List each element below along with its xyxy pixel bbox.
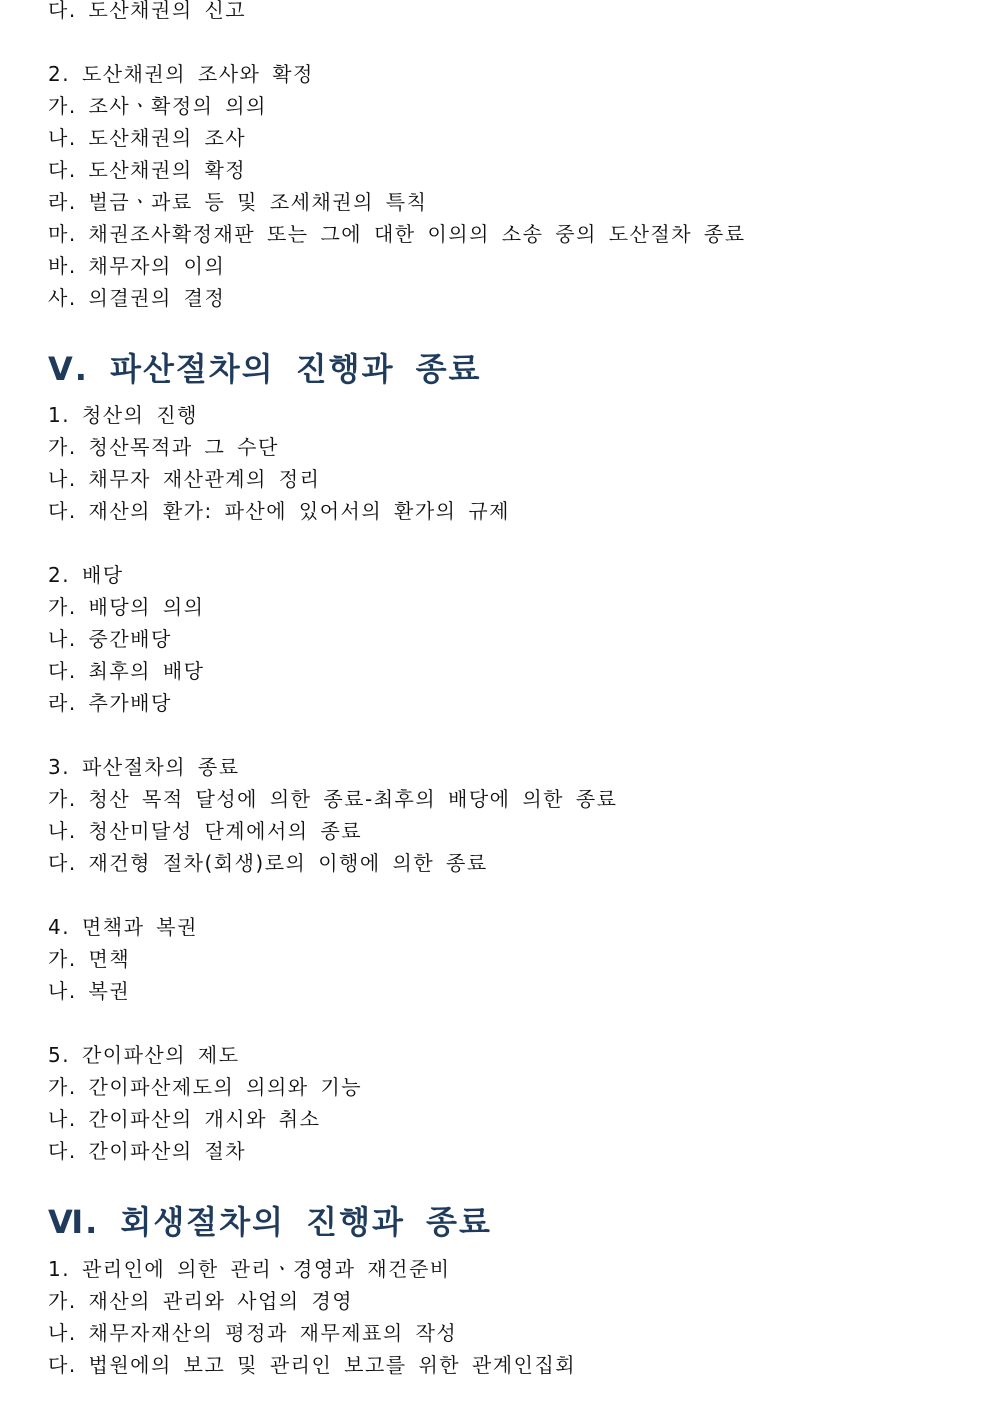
item-line: 라. 벌금ㆍ과료 등 및 조세채권의 특칙 <box>48 190 428 214</box>
item-line: 다. 도산채권의 확정 <box>48 158 247 182</box>
item-line: 나. 도산채권의 조사 <box>48 126 247 150</box>
item-line: 가. 배당의 의의 <box>48 595 205 619</box>
item-line: 가. 청산 목적 달성에 의한 종료-최후의 배당에 의한 종료 <box>48 787 618 811</box>
section-title: 1. 청산의 진행 <box>48 403 198 427</box>
item-line: 라. 추가배당 <box>48 691 172 715</box>
item-line: 사. 의결권의 결정 <box>48 286 226 310</box>
item-line: 바. 채무자의 이의 <box>48 254 226 278</box>
item-line: 나. 채무자 재산관계의 정리 <box>48 467 321 491</box>
item-line: 가. 재산의 관리와 사업의 경영 <box>48 1289 354 1313</box>
section-title: 3. 파산절차의 종료 <box>48 755 240 779</box>
item-line: 다. 간이파산의 절차 <box>48 1139 247 1163</box>
item-line: 가. 조사ㆍ확정의 의의 <box>48 94 267 118</box>
item-line: 나. 간이파산의 개시와 취소 <box>48 1107 321 1131</box>
item-line: 나. 청산미달성 단계에서의 종료 <box>48 819 363 843</box>
item-line: 다. 재건형 절차(회생)로의 이행에 의한 종료 <box>48 851 488 875</box>
section-title: 2. 도산채권의 조사와 확정 <box>48 62 314 86</box>
item-line: 다. 최후의 배당 <box>48 659 205 683</box>
item-line: 가. 간이파산제도의 의의와 기능 <box>48 1075 363 1099</box>
item-line: 나. 중간배당 <box>48 627 172 651</box>
section-title: 4. 면책과 복권 <box>48 915 198 939</box>
item-line: 다. 도산채권의 신고 <box>48 0 247 22</box>
item-line: 나. 복권 <box>48 979 131 1003</box>
section-title: 5. 간이파산의 제도 <box>48 1043 240 1067</box>
item-line: 가. 면책 <box>48 947 131 971</box>
chapter-heading: Ⅵ. 회생절차의 진행과 종료 <box>48 1203 492 1241</box>
item-line: 나. 채무자재산의 평정과 재무제표의 작성 <box>48 1321 458 1345</box>
section-title: 2. 배당 <box>48 563 124 587</box>
chapter-heading: Ⅴ. 파산절차의 진행과 종료 <box>48 350 482 388</box>
item-line: 마. 채권조사확정재판 또는 그에 대한 이의의 소송 중의 도산절차 종료 <box>48 222 746 246</box>
item-line: 다. 법원에의 보고 및 관리인 보고를 위한 관계인집회 <box>48 1353 577 1377</box>
item-line: 가. 청산목적과 그 수단 <box>48 435 279 459</box>
item-line: 다. 재산의 환가: 파산에 있어서의 환가의 규제 <box>48 499 510 523</box>
section-title: 1. 관리인에 의한 관리ㆍ경영과 재건준비 <box>48 1257 451 1281</box>
